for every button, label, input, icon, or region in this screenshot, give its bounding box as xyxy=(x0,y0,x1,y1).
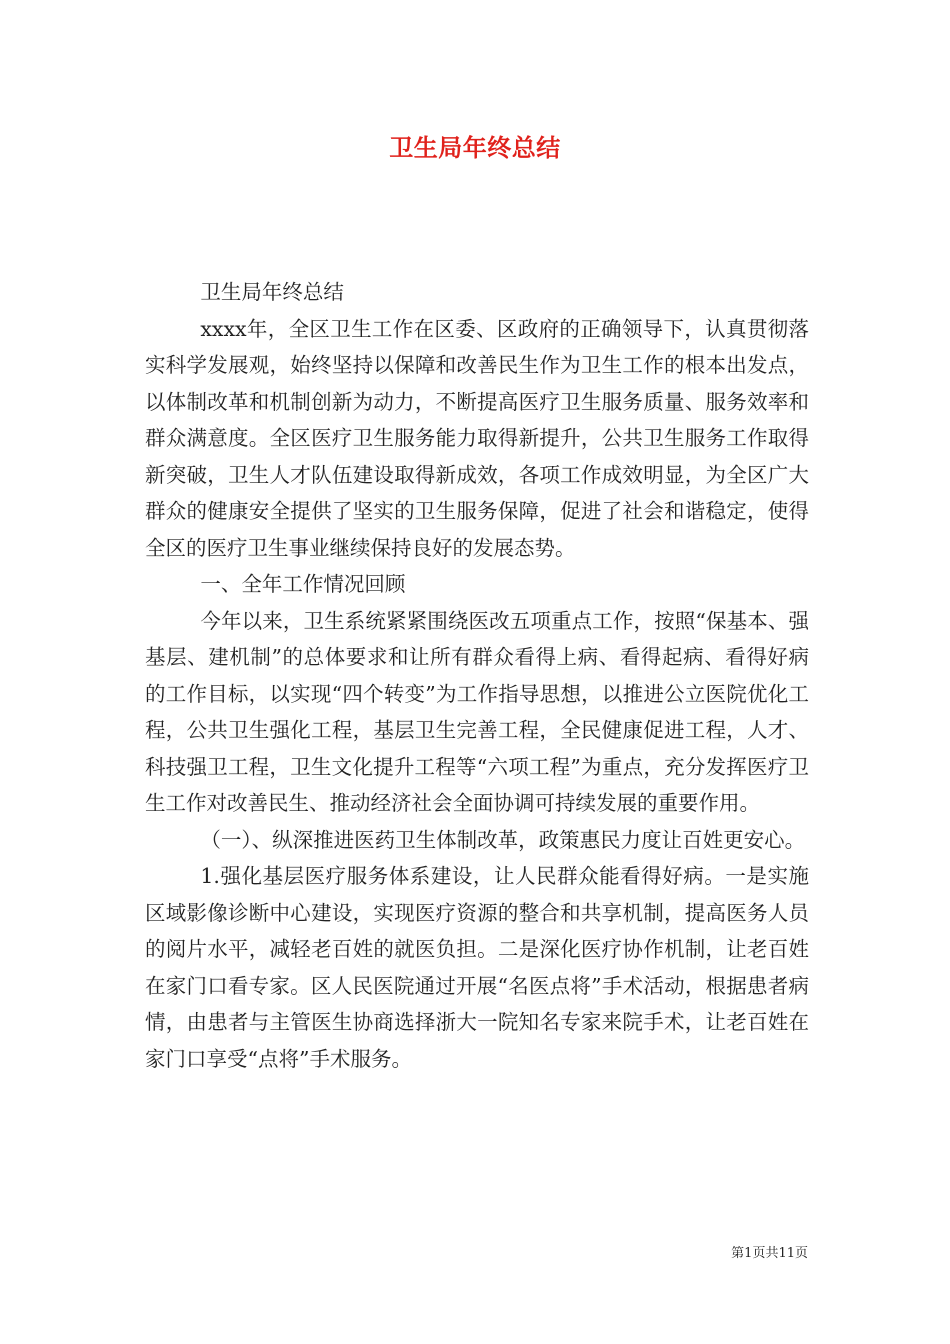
subsection-heading-reform: （一）、纵深推进医药卫生体制改革，政策惠民力度让百姓更安心。 xyxy=(200,827,806,852)
review-paragraph: 今年以来，卫生系统紧紧围绕医改五项重点工作，按照“保基本、强基层、建机制”的总体要求和让所有群众看得上病、看得起病、看得好病的工作目标，以实现“四个转变”为工作指导思想，以推进公立医院优化工程，公共卫生强化工程，基层卫生完善工程，全民健康促进工程，人才、科技强卫工程，卫生文化提升工程等“六项工程”为重点，充分发挥医疗卫生工作对改善民生、推动经济社会全面协调可持续发展的重要作用。 xyxy=(145,608,809,815)
document-body xyxy=(145,274,809,1077)
intro-paragraph: xxxx年，全区卫生工作在区委、区政府的正确领导下，认真贯彻落实科学发展观，始终坚持以保障和改善民生作为卫生工作的根本出发点，以体制改革和机制创新为动力，不断提高医疗卫生服务质量、服务效率和群众满意度。全区医疗卫生服务能力取得新提升，公共卫生服务工作取得新突破，卫生人才队伍建设取得新成效，各项工作成效明显，为全区广大群众的健康安全提供了坚实的卫生服务保障，促进了社会和谐稳定，使得全区的医疗卫生事业继续保持良好的发展态势。 xyxy=(145,316,809,560)
item-paragraph-1: 1.强化基层医疗服务体系建设，让人民群众能看得好病。一是实施区域影像诊断中心建设，实现医疗资源的整合和共享机制，提高医务人员的阅片水平，减轻老百姓的就医负担。二是深化医疗协作机制，让老百姓在家门口看专家。区人民医院通过开展“名医点将”手术活动，根据患者病情，由患者与主管医生协商选择浙大一院知名专家来院手术，让老百姓在家门口享受“点将”手术服务。 xyxy=(145,864,809,1071)
document-title: 卫生局年终总结 xyxy=(389,134,561,162)
page-number: 第1页共11页 xyxy=(731,1246,808,1261)
section-heading-review: 一、全年工作情况回顾 xyxy=(200,572,406,596)
body-heading-paragraph: 卫生局年终总结 xyxy=(200,280,344,304)
